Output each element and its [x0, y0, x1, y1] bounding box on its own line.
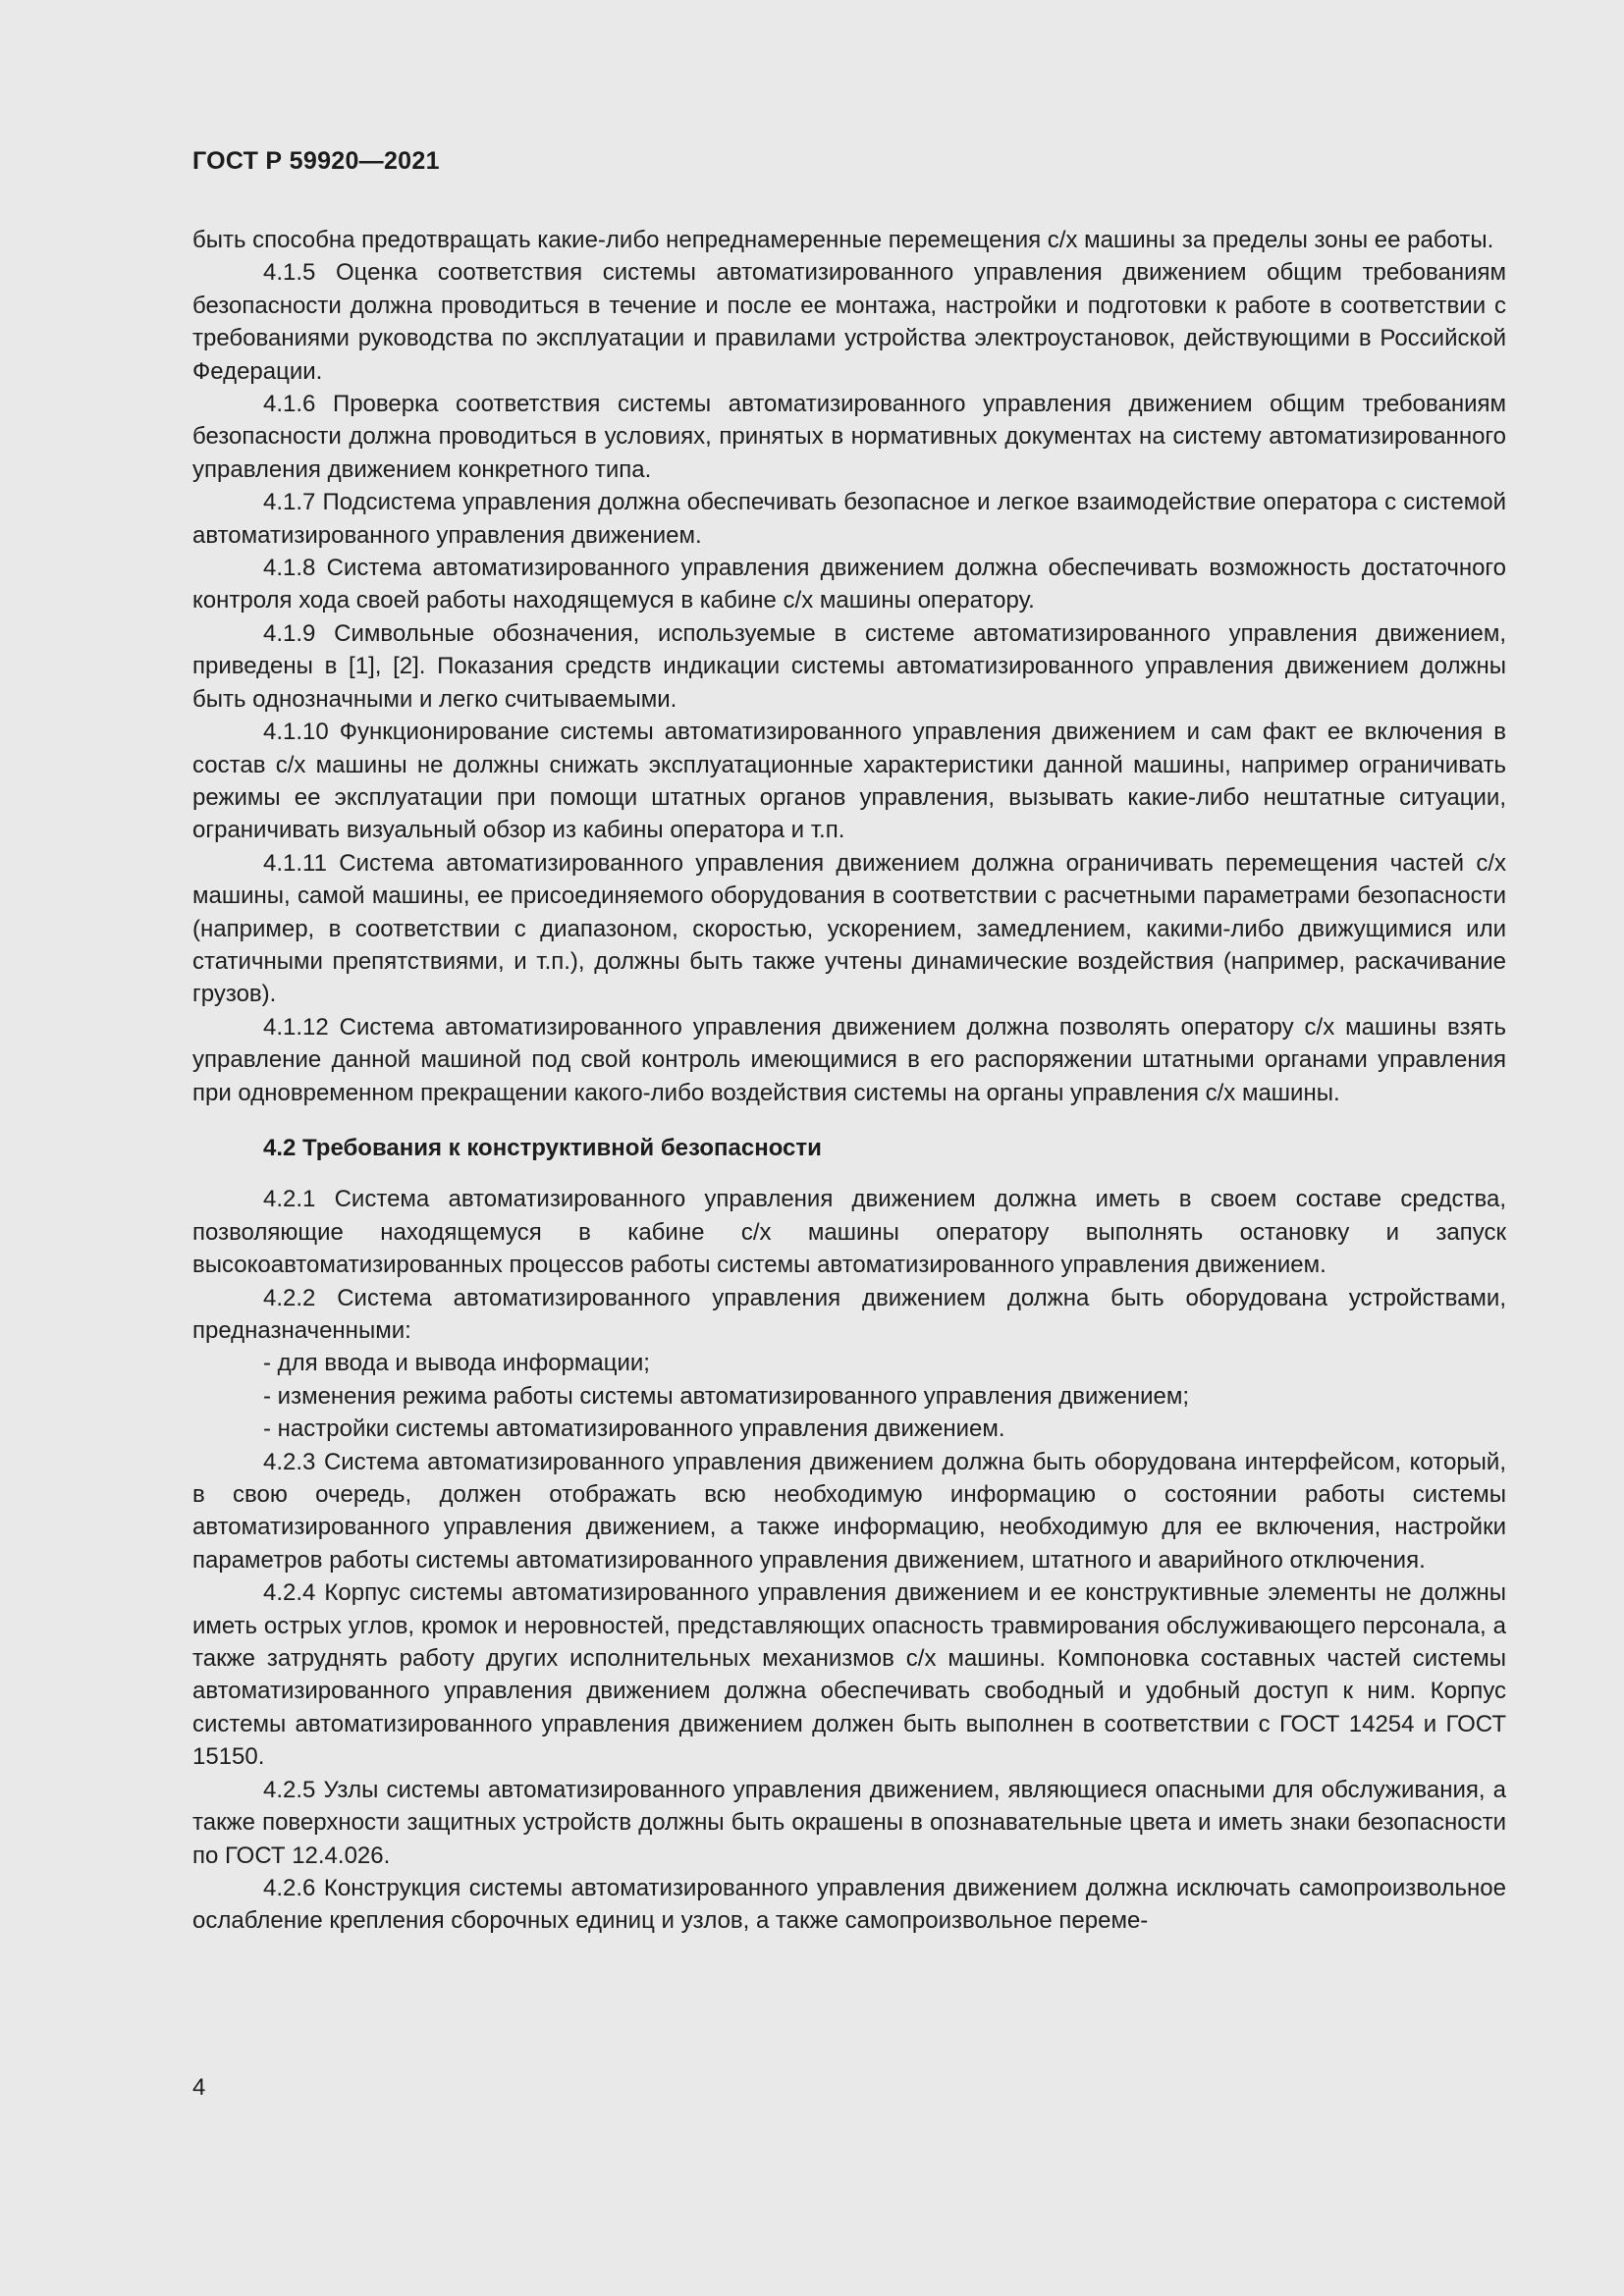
paragraph-4-2-1: 4.2.1 Система автоматизированного управления движением должна иметь в своем составе средства, позволяющие находящемуся в кабине с/х машины оператору выполнять остановку и запуск высокоавтоматизированных процессов работы системы автоматизированного управления движением.	[192, 1186, 1506, 1279]
list-item: - изменения режима работы системы автоматизированного управления движением;	[263, 1382, 1190, 1410]
list-item: - настройки системы автоматизированного управления движением.	[263, 1415, 1005, 1443]
section-heading-4-2: 4.2 Требования к конструктивной безопасности	[263, 1134, 822, 1161]
paragraph-4-2-2: 4.2.2 Система автоматизированного управления движением должна быть оборудована устройствами, предназначенными:	[192, 1284, 1506, 1344]
paragraph-4-1-11: 4.1.11 Система автоматизированного управления движением должна ограничивать перемещения частей с/х машины, самой машины, ее присоединяемого оборудования в соответствии с расчетными параметрами безопасности (например, в соответствии с диапазоном, скоростью, ускорением, замедлением, какими-либо движущимися или статичными препятствиями, и т.п.), должны быть также учтены динамические воздействия (например, раскачивание грузов).	[192, 849, 1506, 1008]
paragraph-4-1-8: 4.1.8 Система автоматизированного управления движением должна обеспечивать возможность достаточного контроля хода своей работы находящемуся в кабине с/х машины оператору.	[192, 555, 1506, 614]
paragraph-4-1-7: 4.1.7 Подсистема управления должна обеспечивать безопасное и легкое взаимодействие оператора с системой автоматизированного управления движением.	[192, 489, 1506, 549]
paragraph-4-1-10: 4.1.10 Функционирование системы автоматизированного управления движением и сам факт ее включения в состав с/х машины не должны снижать эксплуатационные характеристики данной машины, например ограничивать режимы ее эксплуатации при помощи штатных органов управления, вызывать какие-либо нештатные ситуации, ограничивать визуальный обзор из кабины оператора и т.п.	[192, 719, 1506, 844]
paragraph-4-2-5: 4.2.5 Узлы системы автоматизированного управления движением, являющиеся опасными для обслуживания, а также поверхности защитных устройств должны быть окрашены в опознавательные цвета и иметь знаки безопасности по ГОСТ 12.4.026.	[192, 1776, 1506, 1869]
document-body	[192, 224, 1506, 1938]
paragraph-4-1-9: 4.1.9 Символьные обозначения, используемые в системе автоматизированного управления движением, приведены в [1], [2]. Показания средств индикации системы автоматизированного управления движением должны быть однозначными и легко считываемыми.	[192, 619, 1506, 713]
list-item: - для ввода и вывода информации;	[263, 1350, 650, 1377]
paragraph-4-1-6: 4.1.6 Проверка соответствия системы автоматизированного управления движением общим требованиям безопасности должна проводиться в условиях, принятых в нормативных документах на систему автоматизированного управления движением конкретного типа.	[192, 391, 1506, 483]
document-header: ГОСТ Р 59920—2021	[192, 147, 440, 175]
paragraph-4-1-5: 4.1.5 Оценка соответствия системы автоматизированного управления движением общим требованиям безопасности должна проводиться в течение и после ее монтажа, настройки и подготовки к работе в соответствии с требованиями руководства по эксплуатации и правилами устройства электроустановок, действующими в Российской Федерации.	[192, 259, 1506, 385]
paragraph-4-2-4: 4.2.4 Корпус системы автоматизированного управления движением и ее конструктивные элементы не должны иметь острых углов, кромок и неровностей, представляющих опасность травмирования обслуживающего персонала, а также затруднять работу других исполнительных механизмов с/х машины. Компоновка составных частей системы автоматизированного управления движением должна обеспечивать свободный и удобный доступ к ним. Корпус системы автоматизированного управления движением должен быть выполнен в соответствии с ГОСТ 14254 и ГОСТ 15150.	[192, 1579, 1506, 1771]
page-number: 4	[192, 2074, 206, 2101]
paragraph-4-1-12: 4.1.12 Система автоматизированного управления движением должна позволять оператору с/х машины взять управление данной машиной под свой контроль имеющимися в его распоряжении штатными органами управления при одновременном прекращении какого-либо воздействия системы на органы управления с/х машины.	[192, 1013, 1506, 1106]
paragraph-continuation: быть способна предотвращать какие-либо непреднамеренные перемещения с/х машины за пределы зоны ее работы.	[192, 227, 1494, 253]
paragraph-4-2-3: 4.2.3 Система автоматизированного управления движением должна быть оборудована интерфейсом, который, в свою очередь, должен отображать всю необходимую информацию о состоянии работы системы автоматизированного управления движением, а также информацию, необходимую для ее включения, настройки параметров работы системы автоматизированного управления движением, штатного и аварийного отключения.	[192, 1448, 1506, 1574]
paragraph-4-2-6: 4.2.6 Конструкция системы автоматизированного управления движением должна исключать самопроизвольное ослабление крепления сборочных единиц и узлов, а также самопроизвольное переме-	[192, 1874, 1506, 1935]
